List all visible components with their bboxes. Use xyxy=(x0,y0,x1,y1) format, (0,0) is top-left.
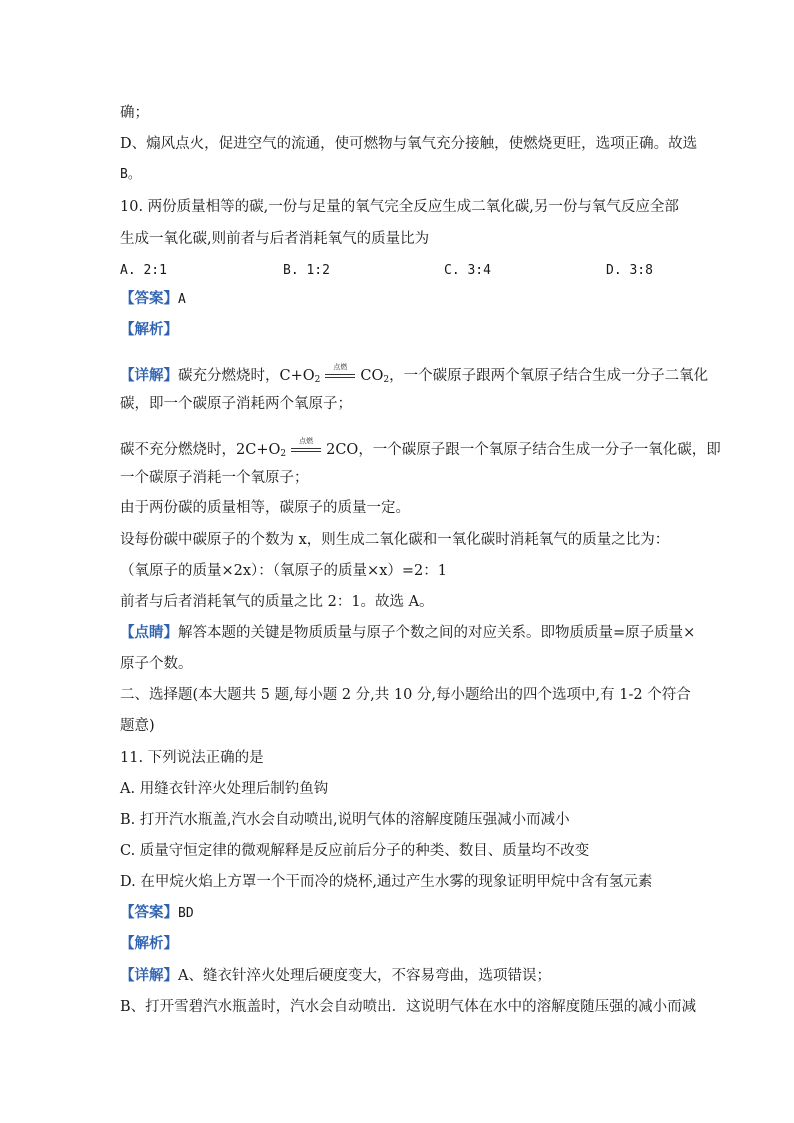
text-line: B。 xyxy=(120,167,141,182)
detail-line-9 xyxy=(120,966,551,986)
detail-line-2: 碳，即一个碳原子消耗两个氧原子； xyxy=(120,396,352,412)
detail-line-10: B、打开雪碧汽水瓶盖时，汽水会自动喷出．这说明气体在水中的溶解度随压强的减小而减 xyxy=(120,999,697,1015)
detail-line-7: （氧原子的质量×2x）：（氧原子的质量×x）=2：1 xyxy=(120,563,447,579)
subscript: 2 xyxy=(314,375,321,385)
subscript: 2 xyxy=(280,449,287,459)
detail-line-4: 一个碳原子消耗一个氧原子； xyxy=(120,470,309,486)
text-line: 确； xyxy=(120,105,149,121)
comment-tag: 【点睛】 xyxy=(120,624,178,641)
question-11-option-b: B. 打开汽水瓶盖,汽水会自动喷出,说明气体的溶解度随压强减小而减小 xyxy=(120,812,570,828)
equals-sign-condition xyxy=(289,437,323,457)
analysis-heading xyxy=(120,320,178,340)
analysis-tag: 【解析】 xyxy=(120,935,178,952)
answer-line-q10 xyxy=(120,289,186,310)
option-b: B. 1:2 xyxy=(283,263,330,278)
equation-text: ，一个碳原子跟两个氧原子结合生成一分子二氧化 xyxy=(389,368,709,384)
detail-line-8: 前者与后者消耗氧气的质量之比 2：1。故选 A。 xyxy=(120,594,434,610)
equation-lhs: 碳充分燃烧时，C+O xyxy=(178,368,315,384)
answer-value: BD xyxy=(178,906,194,921)
question-11-option-c: C. 质量守恒定律的微观解释是反应前后分子的种类、数目、质量均不改变 xyxy=(120,843,590,859)
condition-label: 点燃 xyxy=(299,437,314,445)
question-11-option-d: D. 在甲烷火焰上方罩一个干而冷的烧杯,通过产生水雾的现象证明甲烷中含有氢元素 xyxy=(120,874,653,890)
question-10-stem-line1: 10. 两份质量相等的碳,一份与足量的氧气完全反应生成二氧化碳,另一份与氧气反应全部 xyxy=(120,199,679,215)
option-d: D. 3:8 xyxy=(606,263,653,278)
answer-tag: 【答案】 xyxy=(120,904,178,921)
question-11-option-a: A. 用缝衣针淬火处理后制钓鱼钩 xyxy=(120,781,329,797)
detail-tag: 【详解】 xyxy=(120,967,178,984)
section-heading-line1: 二、选择题(本大题共 5 题,每小题 2 分,共 10 分,每小题给出的四个选项中,有 1-2 个符合 xyxy=(120,687,691,703)
detail-line-1 xyxy=(120,363,709,390)
equation-text: ，一个碳原子跟一个氧原子结合生成一分子一氧化碳，即 xyxy=(358,442,721,458)
detail-text: A、缝衣针淬火处理后硬度变大，不容易弯曲，选项错误； xyxy=(178,968,551,984)
equation-product: 2CO xyxy=(326,442,359,458)
section-heading-line2: 题意) xyxy=(120,718,155,734)
option-c: C. 3:4 xyxy=(444,263,491,278)
question-10-stem-line2: 生成一氧化碳,则前者与后者消耗氧气的质量比为 xyxy=(120,231,430,247)
analysis-tag: 【解析】 xyxy=(120,321,178,338)
analysis-heading xyxy=(120,934,178,954)
detail-line-5: 由于两份碳的质量相等，碳原子的质量一定。 xyxy=(120,500,410,516)
equation-lhs: 碳不充分燃烧时，2C+O xyxy=(120,442,281,458)
answer-value: A xyxy=(178,292,186,307)
detail-line-3 xyxy=(120,437,721,464)
equals-sign-condition xyxy=(323,363,357,383)
answer-tag: 【答案】 xyxy=(120,290,178,307)
subscript: 2 xyxy=(383,375,390,385)
detail-tag: 【详解】 xyxy=(120,367,178,384)
text-line: D、煽风点火，促进空气的流通，使可燃物与氧气充分接触，使燃烧更旺，选项正确。故选 xyxy=(120,136,698,152)
detail-line-6: 设每份碳中碳原子的个数为 x，则生成二氧化碳和一氧化碳时消耗氧气的质量之比为： xyxy=(120,532,670,548)
equation-product: CO xyxy=(360,368,384,384)
comment-line-2: 原子个数。 xyxy=(120,656,193,672)
question-11-stem: 11. 下列说法正确的是 xyxy=(120,750,264,766)
condition-label: 点燃 xyxy=(333,363,348,371)
answer-line-q11 xyxy=(120,903,194,924)
option-a: A. 2:1 xyxy=(120,263,167,278)
comment-text: 解答本题的关键是物质质量与原子个数之间的对应关系。即物质质量=原子质量× xyxy=(178,625,696,641)
comment-line-1 xyxy=(120,623,695,643)
